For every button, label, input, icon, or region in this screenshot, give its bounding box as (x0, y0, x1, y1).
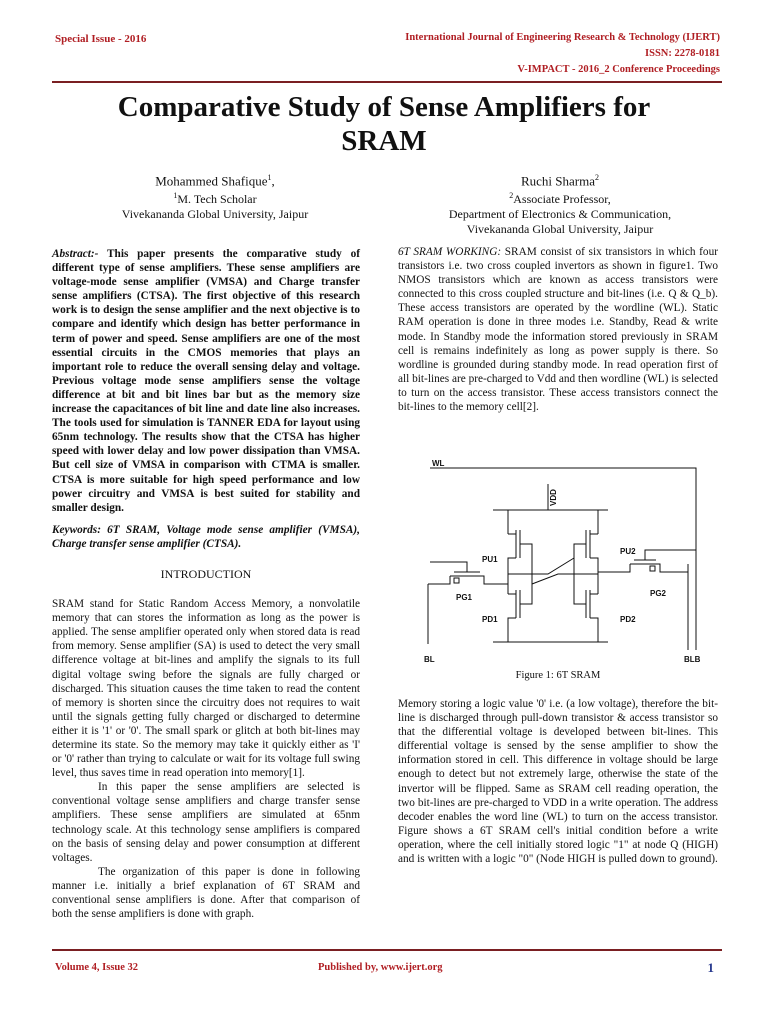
author-role: $^2$Associate Professor, (509, 191, 611, 207)
header-special-issue: Special Issue - 2016 (55, 33, 147, 45)
sram-read-write-paragraph: Memory storing a logic value '0' i.e. (a low voltage), therefore the bit-line is discharged through pull-down transistor & access transistor so that the differential voltage is developed between bit-lines. This differential voltage is sensed by the sense amplifier to show the information stored in cell. This difference in voltage should be large enough to detect but not extremely large, otherwise the state of the invertor will be flipped. Same as SRAM cell reading operation, the two bit-lines are pre-charged to VDD in a write operation. The address decoder enables the word line (WL) to turn on the access transistor. Figure shows a 6T SRAM cell's initial condition before a write operation, where the cell initially stored logic "1" at node Q (HIGH) and is written with a logic "0" (Node HIGH is pulled down to ground). (398, 698, 718, 866)
footer-publisher: Published by, www.ijert.org (318, 962, 443, 973)
intro-paragraph-1: SRAM stand for Static Random Access Memory, a nonvolatile memory that can stores the information as long as the power is applied. The sense amplifier operated only when stored data is read from memory. Sense amplifier (SA) is used to detect the very small difference voltage at bit-lines and amplify the signals to its full digital voltage swing before the signals are fully charged or discharged. This situation causes the time taken to read the content of memory is shorten since the circuitry does not requires to wait until the signals getting fully charged or discharged to determine either it is '1' or '0'. The small spark or glitch at both bit-lines may determine its state. So the memory may take it quickly either as 'I' or '0' rather than trying to calculate or wait for its voltage full swing level, thus saves time in read operation into memory[1]. (52, 598, 360, 780)
label-vdd: VDD (549, 489, 558, 506)
footer-rule (52, 949, 722, 951)
pg1-wires (428, 576, 508, 584)
right-inverter-wires (590, 510, 598, 642)
header-proceedings: V-IMPACT - 2016_2 Conference Proceedings (517, 64, 720, 75)
header-rule (52, 81, 722, 83)
page-number: 1 (707, 960, 714, 975)
abstract: Abstract:- This paper presents the comparative study of different type of sense amplifiers. These sense amplifiers are voltage-mode sense amplifier (VMSA) and Charge transfer sense amplifiers (CTSA). The first objective of this research work is to design the sense amplifier and the next objective is to compare and identify which design has better performance in term of power and speed. Sense amplifiers are one of the most essential circuits in the CMOS memories that plays an important role to reduce the overall sensing delay and voltage. Previous voltage mode sense amplifiers sense the voltage difference at bit and bit lines bar but as the memory size increase the capacitances of bit line and date line also increases. The tools used for simulation is TANNER EDA for layout using 65nm technology. The results show that the CTSA has higher speed with lower delay and low power dissipation than VMSA. But cell size of VMSA in comparison with CTMA is smaller. CTSA is more suitable for high speed performance and low power circuitry and VMSA is best suited for stability and smaller design. (52, 248, 360, 514)
header-issn: ISSN: 2278-0181 (645, 48, 720, 59)
left-inverter-wires (508, 510, 516, 642)
header-journal-info (405, 30, 720, 78)
label-pd2: PD2 (620, 615, 636, 624)
wordline-wire (430, 468, 696, 650)
label-pd1: PD1 (482, 615, 498, 624)
author-affiliation: Vivekananda Global University, Jaipur (121, 207, 309, 222)
paper-title-line2: SRAM (341, 125, 427, 157)
right-column-bottom (398, 697, 718, 866)
label-bl: BL (424, 655, 435, 664)
left-column (52, 247, 360, 921)
keywords: Keywords: 6T SRAM, Voltage mode sense amplifier (VMSA), Charge transfer sense amplifier (CTSA). (52, 523, 360, 550)
footer-volume: Volume 4, Issue 32 (55, 962, 139, 973)
sram-working-paragraph: 6T SRAM WORKING: SRAM consist of six transistors in which four transistors i.e. two cross coupled invertors as shown in figure1. Two NMOS transistors which are known as access transistors were connected to this cross coupled structure and bit-lines (i.e. Q & Q_b). These access transistors are operated by the wordline (WL). Static RAM operation is done in three modes i.e. Standby, Read & write mode. In Standby mode the information stored previously in SRAM cell is remains indefinitely as long as power supply is there. So wordline is grounded during standby mode. In read operation first of all bit-lines are pre-charged to Vdd and then wordline (WL) is selected to turn on the access transistor. These access transistors connect the bit-lines to the memory cell[2]. (398, 246, 718, 414)
intro-paragraph-2: In this paper the sense amplifiers are selected is conventional voltage sense amplifiers and charge transfer sense amplifiers. These sense amplifiers are simulated at 65nm technology scale. At this technology sense amplifiers is compared on the basis of sensing delay and power consumption at different voltages. (52, 781, 360, 864)
paper-title (60, 90, 708, 158)
section-heading-introduction: INTRODUCTION (160, 566, 252, 581)
author-role: $^1$M. Tech Scholar (173, 191, 257, 207)
pg2-wires (598, 564, 688, 572)
label-pu2: PU2 (620, 547, 636, 556)
author-department: Department of Electronics & Communication, (448, 207, 672, 222)
pg1-body (454, 578, 459, 583)
label-pg2: PG2 (650, 589, 667, 598)
author-block-1 (90, 170, 340, 222)
pg2-body (650, 566, 655, 571)
label-wl: WL (432, 459, 445, 468)
figure-caption: Figure 1: 6T SRAM (515, 670, 601, 681)
figure-6t-sram-schematic (398, 454, 718, 686)
header-journal-name: International Journal of Engineering Research & Technology (IJERT) (405, 32, 720, 43)
author-name: Mohammed Shafique$^1$, (155, 173, 275, 189)
label-blb: BLB (684, 655, 701, 664)
label-pg1: PG1 (456, 593, 473, 602)
paper-title-line1: Comparative Study of Sense Amplifiers for (117, 91, 651, 123)
right-column-top (398, 245, 718, 414)
label-pu1: PU1 (482, 555, 498, 564)
cross-coupling-wires (508, 558, 598, 584)
author-block-2 (410, 170, 710, 237)
author-name: Ruchi Sharma$^2$ (520, 173, 599, 189)
intro-paragraph-3: The organization of this paper is done in following manner i.e. initially a brief explanation of 6T SRAM and conventional sense amplifiers is done. After that comparison of both the sense amplifiers is done with graph. (52, 865, 360, 921)
author-affiliation: Vivekananda Global University, Jaipur (466, 222, 654, 237)
